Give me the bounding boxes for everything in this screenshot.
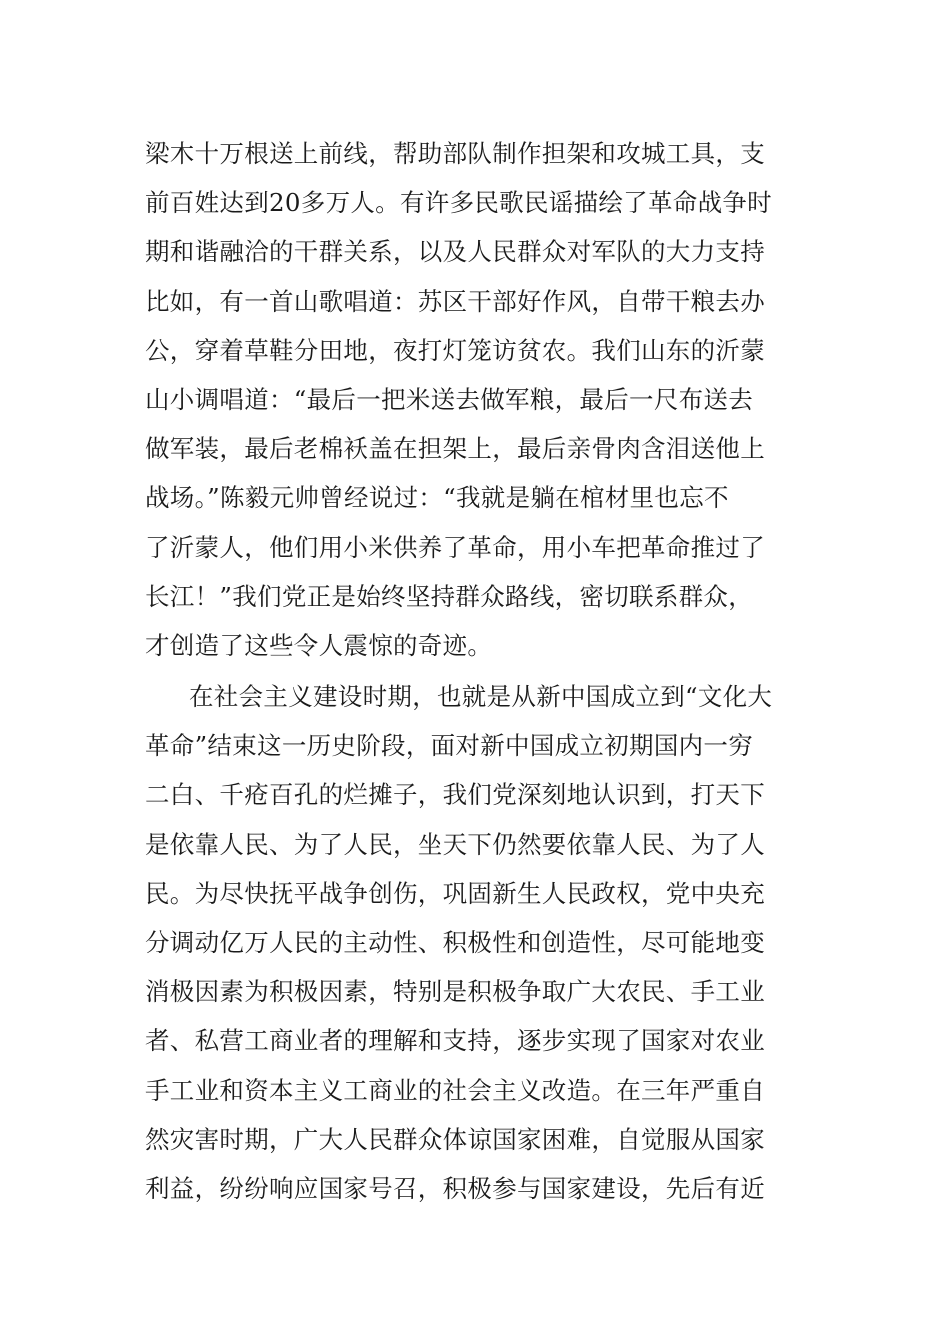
text-line: 山小调唱道：“最后一把米送去做军粮，最后一尺布送去 xyxy=(145,384,754,414)
text-line: 手工业和资本主义工商业的社会主义改造。在三年严重自 xyxy=(145,1075,765,1105)
text-line: 消极因素为积极因素，特别是积极争取广大农民、手工业 xyxy=(145,977,765,1007)
text-line: 梁木十万根送上前线，帮助部队制作担架和攻城工具，支 xyxy=(145,139,765,168)
text-line: 期和谐融洽的干群关系，以及人民群众对军队的大力支持 xyxy=(145,237,765,267)
text-line: 利益，纷纷响应国家号召，积极参与国家建设，先后有近 xyxy=(145,1173,765,1203)
text-line: 长江！”我们党正是始终坚持群众路线，密切联系群众， xyxy=(145,581,754,611)
text-line: 分调动亿万人民的主动性、积极性和创造性，尽可能地变 xyxy=(145,927,765,957)
paragraph-2 xyxy=(145,672,815,1213)
text-line: 公，穿着草鞋分田地，夜打灯笼访贫农。我们山东的沂蒙 xyxy=(145,335,765,365)
text-line: 了沂蒙人，他们用小米供养了革命，用小车把革命推过了 xyxy=(145,532,765,562)
text-line: 前百姓达到20多万人。有许多民歌民谣描绘了革命战争时 xyxy=(145,188,772,218)
text-line: 比如，有一首山歌唱道：苏区干部好作风，自带干粮去办 xyxy=(145,286,765,316)
text-line: 革命”结束这一历史阶段，面对新中国成立初期国内一穷 xyxy=(145,731,754,761)
text-line: 战场。”陈毅元帅曾经说过：“我就是躺在棺材里也忘不 xyxy=(145,483,729,513)
text-line: 做军装，最后老棉袄盖在担架上，最后亲骨肉含泪送他上 xyxy=(145,434,765,464)
text-line: 二白、千疮百孔的烂摊子，我们党深刻地认识到，打天下 xyxy=(145,780,765,810)
text-line: 才创造了这些令人震惊的奇迹。 xyxy=(145,630,493,660)
text-line: 在社会主义建设时期，也就是从新中国成立到“文化大 xyxy=(189,682,773,711)
text-line: 者、私营工商业者的理解和支持，逐步实现了国家对农业 xyxy=(145,1026,765,1056)
paragraph-1 xyxy=(145,129,815,670)
text-line: 是依靠人民、为了人民，坐天下仍然要依靠人民、为了人 xyxy=(145,829,765,859)
text-line: 然灾害时期，广大人民群众体谅国家困难，自觉服从国家 xyxy=(145,1124,765,1154)
text-line: 民。为尽快抚平战争创伤，巩固新生人民政权，党中央充 xyxy=(145,878,765,908)
